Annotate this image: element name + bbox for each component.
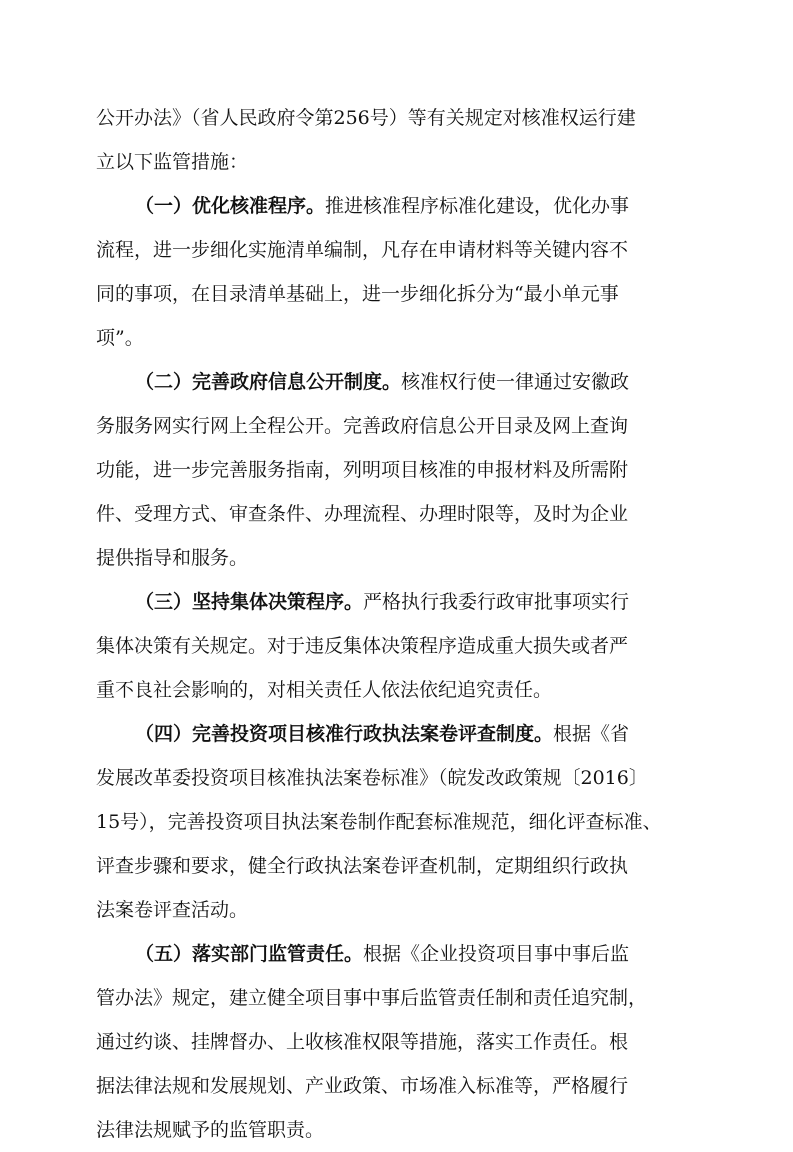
section-heading: （四）完善投资项目核准行政执法案卷评查制度。 [135,723,554,745]
section-heading: （一）优化核准程序。 [135,195,326,217]
text-line: 项”。 [96,327,144,349]
text-line: （一）优化核准程序。推进核准程序标准化建设，优化办事 [135,195,630,217]
paragraph-section-1 [96,184,702,360]
text-line: 法案卷评查活动。 [96,899,249,921]
text-line: 法律法规赋予的监管职责。 [96,1119,325,1141]
text-line: 公开办法》（省人民政府令第256号）等有关规定对核准权运行建 [96,107,636,129]
text-line: （五）落实部门监管责任。根据《企业投资项目事中事后监 [135,943,630,965]
paragraph-section-3 [96,580,702,712]
text-line: 发展改革委投资项目核准执法案卷标准》（皖发改政策规〔2016〕 [96,767,648,789]
text-line: （三）坚持集体决策程序。严格执行我委行政审批事项实行 [135,591,630,613]
text-line: 管办法》规定，建立健全项目事中事后监管责任制和责任追究制， [96,987,648,1009]
section-heading: （五）落实部门监管责任。 [135,943,364,965]
text-line: 功能，进一步完善服务指南，列明项目核准的申报材料及所需附 [96,459,629,481]
paragraph-section-5 [96,932,702,1152]
text-line: 集体决策有关规定。对于违反集体决策程序造成重大损失或者严 [96,635,629,657]
text-line: （四）完善投资项目核准行政执法案卷评查制度。根据《省 [135,723,630,745]
paragraph-section-2 [96,360,702,580]
text-line: 15号），完善投资项目执法案卷制作配套标准规范，细化评查标准、 [96,811,662,833]
document-page [96,96,702,1152]
text-line: 务服务网实行网上全程公开。完善政府信息公开目录及网上查询 [96,415,629,437]
text-line: 提供指导和服务。 [96,547,249,569]
text-line: （二）完善政府信息公开制度。核准权行使一律通过安徽政 [135,371,630,393]
text-line: 流程，进一步细化实施清单编制，凡存在申请材料等关键内容不 [96,239,629,261]
section-heading: （二）完善政府信息公开制度。 [135,371,402,393]
text-line: 评查步骤和要求，健全行政执法案卷评查机制，定期组织行政执 [96,855,629,877]
paragraph-section-4 [96,712,702,932]
text-line: 通过约谈、挂牌督办、上收核准权限等措施，落实工作责任。根 [96,1031,629,1053]
text-line: 立以下监管措施： [96,151,249,173]
text-line: 同的事项，在目录清单基础上，进一步细化拆分为“最小单元事 [96,283,619,305]
text-line: 件、受理方式、审查条件、办理流程、办理时限等，及时为企业 [96,503,629,525]
text-line: 据法律法规和发展规划、产业政策、市场准入标准等，严格履行 [96,1075,629,1097]
paragraph-intro [96,96,702,184]
section-heading: （三）坚持集体决策程序。 [135,591,364,613]
text-line: 重不良社会影响的，对相关责任人依法依纪追究责任。 [96,679,553,701]
